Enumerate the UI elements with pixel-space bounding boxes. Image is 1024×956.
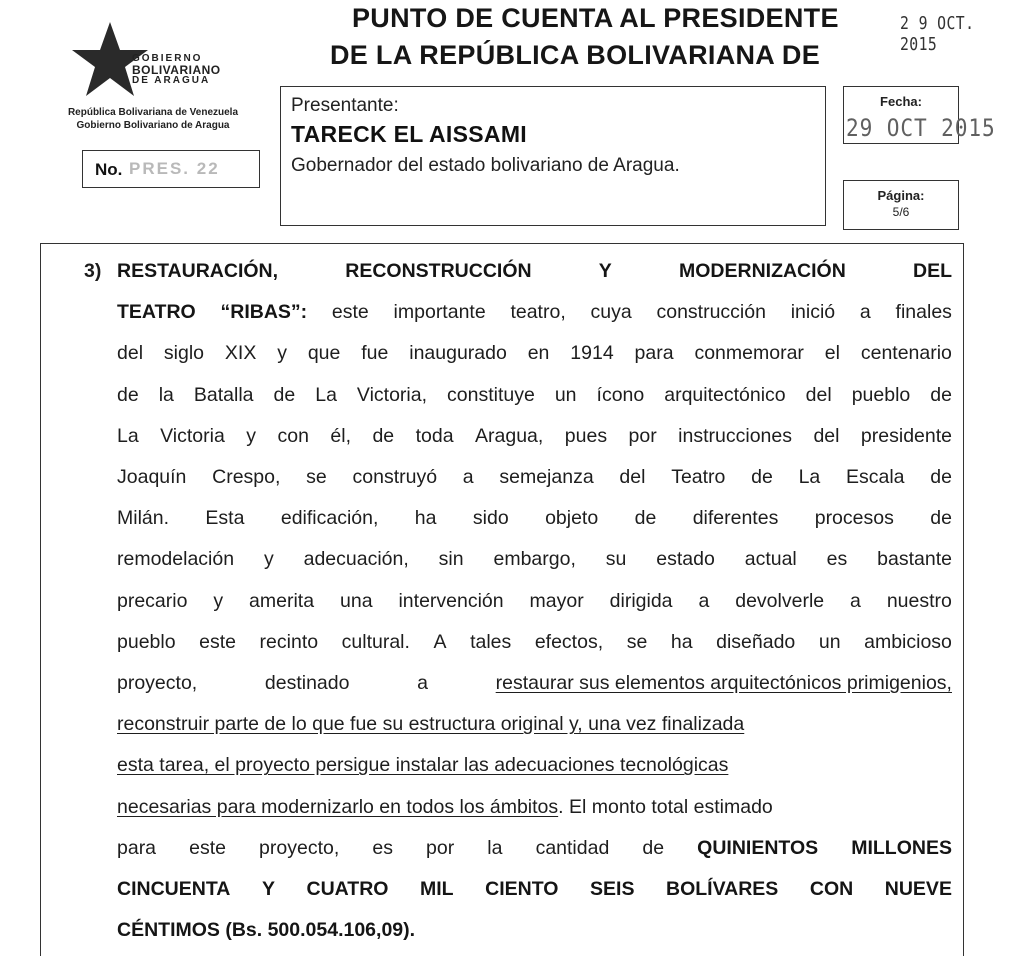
paragraph-word: reconstruir parte de lo que fue su estructura original y, una vez finalizada (117, 713, 745, 736)
presenter-role: Gobernador del estado bolivariano de Aragua. (291, 155, 680, 176)
number-label: No. (95, 160, 123, 179)
paragraph-word: ha (670, 630, 693, 653)
paragraph-word: La (798, 466, 821, 488)
paragraph-line (117, 874, 952, 915)
paragraph-word: conmemorar (694, 342, 804, 365)
paragraph-word: efectos, (534, 630, 604, 653)
paragraph-word: estado (656, 548, 715, 571)
paragraph-word: este (331, 301, 369, 324)
paragraph-word: Milán. (117, 507, 170, 530)
paragraph-word: por (426, 836, 455, 859)
page-box (843, 180, 959, 230)
paragraph-line (117, 586, 952, 627)
paragraph-word: CINCUENTA (117, 878, 231, 900)
paragraph-word: destinado (264, 672, 350, 694)
paragraph-word: de (930, 383, 952, 406)
paragraph-word: “RIBAS”: (220, 301, 308, 324)
paragraph-word: su (605, 548, 627, 571)
paragraph-word: este (189, 836, 226, 859)
number-stamp: PRES. 22 (129, 159, 220, 178)
paragraph-word: pues (564, 424, 608, 447)
paragraph-line (117, 792, 952, 833)
paragraph-word: QUINIENTOS (697, 836, 819, 859)
paragraph-word: de (751, 466, 773, 488)
logo-line2: BOLIVARIANO (132, 63, 221, 77)
paragraph-word: importante (393, 301, 486, 324)
page-label: Página: (877, 188, 925, 203)
paragraph-word: es (826, 548, 848, 571)
paragraph-word: SEIS (590, 878, 635, 900)
paragraph-word: pueblo (851, 383, 911, 406)
paragraph-word: teatro, (510, 301, 566, 324)
paragraph-word: del (813, 424, 840, 447)
paragraph-word: Y (261, 878, 275, 900)
paragraph-word: La (315, 383, 337, 406)
paragraph-word: ambicioso (864, 630, 952, 653)
paragraph-word: finales (895, 301, 952, 324)
paragraph-word: a (698, 589, 710, 612)
paragraph-word: este (199, 630, 236, 653)
paragraph-line (117, 668, 952, 709)
paragraph-word: una (340, 589, 373, 612)
paragraph-word: diferentes (692, 507, 779, 530)
paragraph-word: XIX (224, 342, 257, 365)
paragraph-word: BOLÍVARES (666, 878, 779, 900)
paragraph-word: sido (472, 507, 509, 530)
logo-line3: DE ARAGUA (132, 75, 211, 86)
paragraph-word: de (273, 383, 296, 406)
paragraph-word: amerita (249, 589, 315, 612)
date-stamp: 29 OCT 2015 (846, 114, 996, 142)
paragraph-word: Escala (846, 466, 905, 488)
paragraph-word: esta tarea, el proyecto persigue instalar las adecuaciones tecnológicas (117, 754, 729, 777)
paragraph-line (117, 421, 952, 462)
paragraph-word: ícono (596, 383, 645, 406)
paragraph-word: inició (790, 301, 836, 324)
paragraph-word: mayor (529, 589, 584, 612)
paragraph-word: Victoria, (356, 383, 428, 406)
paragraph-word: es (372, 836, 393, 859)
paragraph-word: Esta (205, 507, 245, 530)
paragraph-line (117, 462, 952, 503)
paragraph-word: CUATRO (306, 878, 389, 900)
item-number: 3) (84, 260, 102, 282)
paragraph-word: CIENTO (485, 878, 559, 900)
paragraph-word: de (642, 836, 665, 859)
paragraph-word: y (263, 548, 274, 571)
paragraph-word: cantidad (535, 836, 610, 859)
paragraph-word: Y (598, 260, 612, 282)
paragraph-word: se (306, 466, 327, 488)
paragraph-word: siglo (163, 342, 205, 365)
paragraph-word: de (634, 507, 657, 530)
paragraph-word: cultural. (341, 630, 410, 653)
paragraph-word: Aragua, (475, 424, 544, 447)
paragraph-word: proyecto, (117, 672, 198, 694)
paragraph-word: construyó (352, 466, 438, 488)
paragraph-line (117, 750, 952, 791)
paragraph-word: un (554, 383, 577, 406)
paragraph-word: nuestro (886, 589, 952, 612)
paragraph-word: el (824, 342, 840, 365)
date-label: Fecha: (880, 94, 922, 109)
paragraph-word: del (805, 383, 832, 406)
paragraph-word: 1914 (570, 342, 614, 365)
paragraph-word: Crespo, (212, 466, 281, 488)
paragraph-word: instrucciones (678, 424, 792, 447)
paragraph-word: embargo, (493, 548, 576, 571)
paragraph-word: para (634, 342, 674, 365)
paragraph-word: restaurar sus elementos arquitectónicos primigenios, (495, 672, 952, 694)
paragraph-word: que (307, 342, 341, 365)
paragraph-word: de (930, 507, 952, 530)
paragraph-word: proyecto, (259, 836, 340, 859)
paragraph-word: fue (361, 342, 389, 365)
government-logo (68, 20, 248, 100)
paragraph-word: Victoria (160, 424, 225, 447)
paragraph-word: dirigida (609, 589, 673, 612)
paragraph-word: . El monto total estimado (558, 795, 773, 818)
paragraph-word: y (246, 424, 257, 447)
paragraph-word: la (487, 836, 503, 859)
paragraph-line (117, 833, 952, 874)
document-title-line2: DE LA REPÚBLICA BOLIVARIANA DE (330, 40, 821, 70)
paragraph-word: y (213, 589, 224, 612)
paragraph-word: recinto (259, 630, 319, 653)
paragraph-word: CON (809, 878, 854, 900)
paragraph-word: NUEVE (884, 878, 952, 900)
paragraph-word: del (619, 466, 646, 488)
paragraph-line (117, 709, 952, 750)
paragraph-word: del (117, 342, 144, 365)
paragraph-word: objeto (545, 507, 599, 530)
logo-line1: GOBIERNO (132, 53, 203, 64)
paragraph-word: Teatro (671, 466, 726, 488)
paragraph-word: devolverle (735, 589, 825, 612)
paragraph-word: sin (438, 548, 464, 571)
paragraph-word: a (417, 672, 428, 694)
paragraph-word: de (372, 424, 395, 447)
page-number: 5/6 (892, 205, 910, 219)
number-box (82, 150, 260, 188)
paragraph-word: tales (470, 630, 512, 653)
paragraph-word: un (818, 630, 841, 653)
paragraph-word: semejanza (499, 466, 594, 488)
document-title-line1: PUNTO DE CUENTA AL PRESIDENTE (352, 3, 839, 33)
presenter-name: TARECK EL AISSAMI (291, 121, 527, 147)
presenter-label: Presentante: (291, 95, 399, 116)
paragraph-word: la (158, 383, 174, 406)
paragraph-word: actual (744, 548, 797, 571)
paragraph-line (117, 503, 952, 544)
paragraph-word: constituye (447, 383, 535, 406)
paragraph-word: CÉNTIMOS (Bs. 500.054.106,09). (117, 919, 416, 942)
paragraph-word: intervención (398, 589, 504, 612)
paragraph-line (117, 915, 952, 956)
paragraph-word: TEATRO (117, 301, 196, 324)
paragraph-word: precario (117, 589, 188, 612)
paragraph-word: toda (415, 424, 454, 447)
paragraph-word: por (628, 424, 657, 447)
paragraph-line (117, 338, 952, 379)
paragraph-word: y (277, 342, 287, 365)
paragraph-word: arquitectónico (664, 383, 786, 406)
paragraph-word: RECONSTRUCCIÓN (345, 260, 532, 282)
paragraph-word: para (117, 836, 157, 859)
paragraph-line (117, 256, 952, 297)
paragraph-word: de (930, 466, 952, 488)
paragraph-word: Batalla (193, 383, 254, 406)
paragraph-word: MODERNIZACIÓN (678, 260, 846, 282)
paragraph-word: cuya (590, 301, 632, 324)
paragraph-line (117, 297, 952, 338)
paragraph-word: edificación, (280, 507, 379, 530)
paragraph-word: pueblo (117, 630, 176, 653)
paragraph-word: adecuación, (303, 548, 409, 571)
paragraph-word: centenario (860, 342, 952, 365)
paragraph-word: DEL (913, 260, 952, 282)
paragraph-word: se (626, 630, 648, 653)
paragraph-word: ha (414, 507, 437, 530)
paragraph-word: construcción (656, 301, 766, 324)
paragraph-word: en (527, 342, 550, 365)
paragraph-word: a (462, 466, 474, 488)
paragraph-word: a (859, 301, 871, 324)
paragraph-word: procesos (814, 507, 894, 530)
logo-caption-line1: República Bolivariana de Venezuela (67, 107, 239, 118)
paragraph-word: La (117, 424, 139, 447)
paragraph-word: remodelación (117, 548, 235, 571)
logo-caption-line2: Gobierno Bolivariano de Aragua (76, 120, 230, 131)
paragraph-word: con (277, 424, 309, 447)
paragraph-word: RESTAURACIÓN, (117, 260, 279, 282)
presenter-box (280, 86, 826, 226)
paragraph-line (117, 380, 952, 421)
paragraph-word: inaugurado (409, 342, 507, 365)
paragraph-word: Joaquín (117, 466, 187, 488)
date-stamp-top: 2 9 OCT. 2015 (900, 13, 975, 55)
paragraph-word: él, (330, 424, 351, 447)
paragraph-word: MIL (420, 878, 454, 900)
paragraph-word: bastante (877, 548, 952, 571)
paragraph-word: diseñado (716, 630, 796, 653)
paragraph-word: MILLONES (851, 836, 952, 859)
paragraph-line (117, 627, 952, 668)
paragraph-line (117, 544, 952, 585)
paragraph-word: necesarias para modernizarlo en todos los ámbitos (117, 795, 559, 818)
paragraph-word: A (433, 630, 447, 653)
paragraph-word: a (850, 589, 861, 612)
paragraph-word: presidente (860, 424, 952, 447)
paragraph-word: de (117, 383, 139, 406)
